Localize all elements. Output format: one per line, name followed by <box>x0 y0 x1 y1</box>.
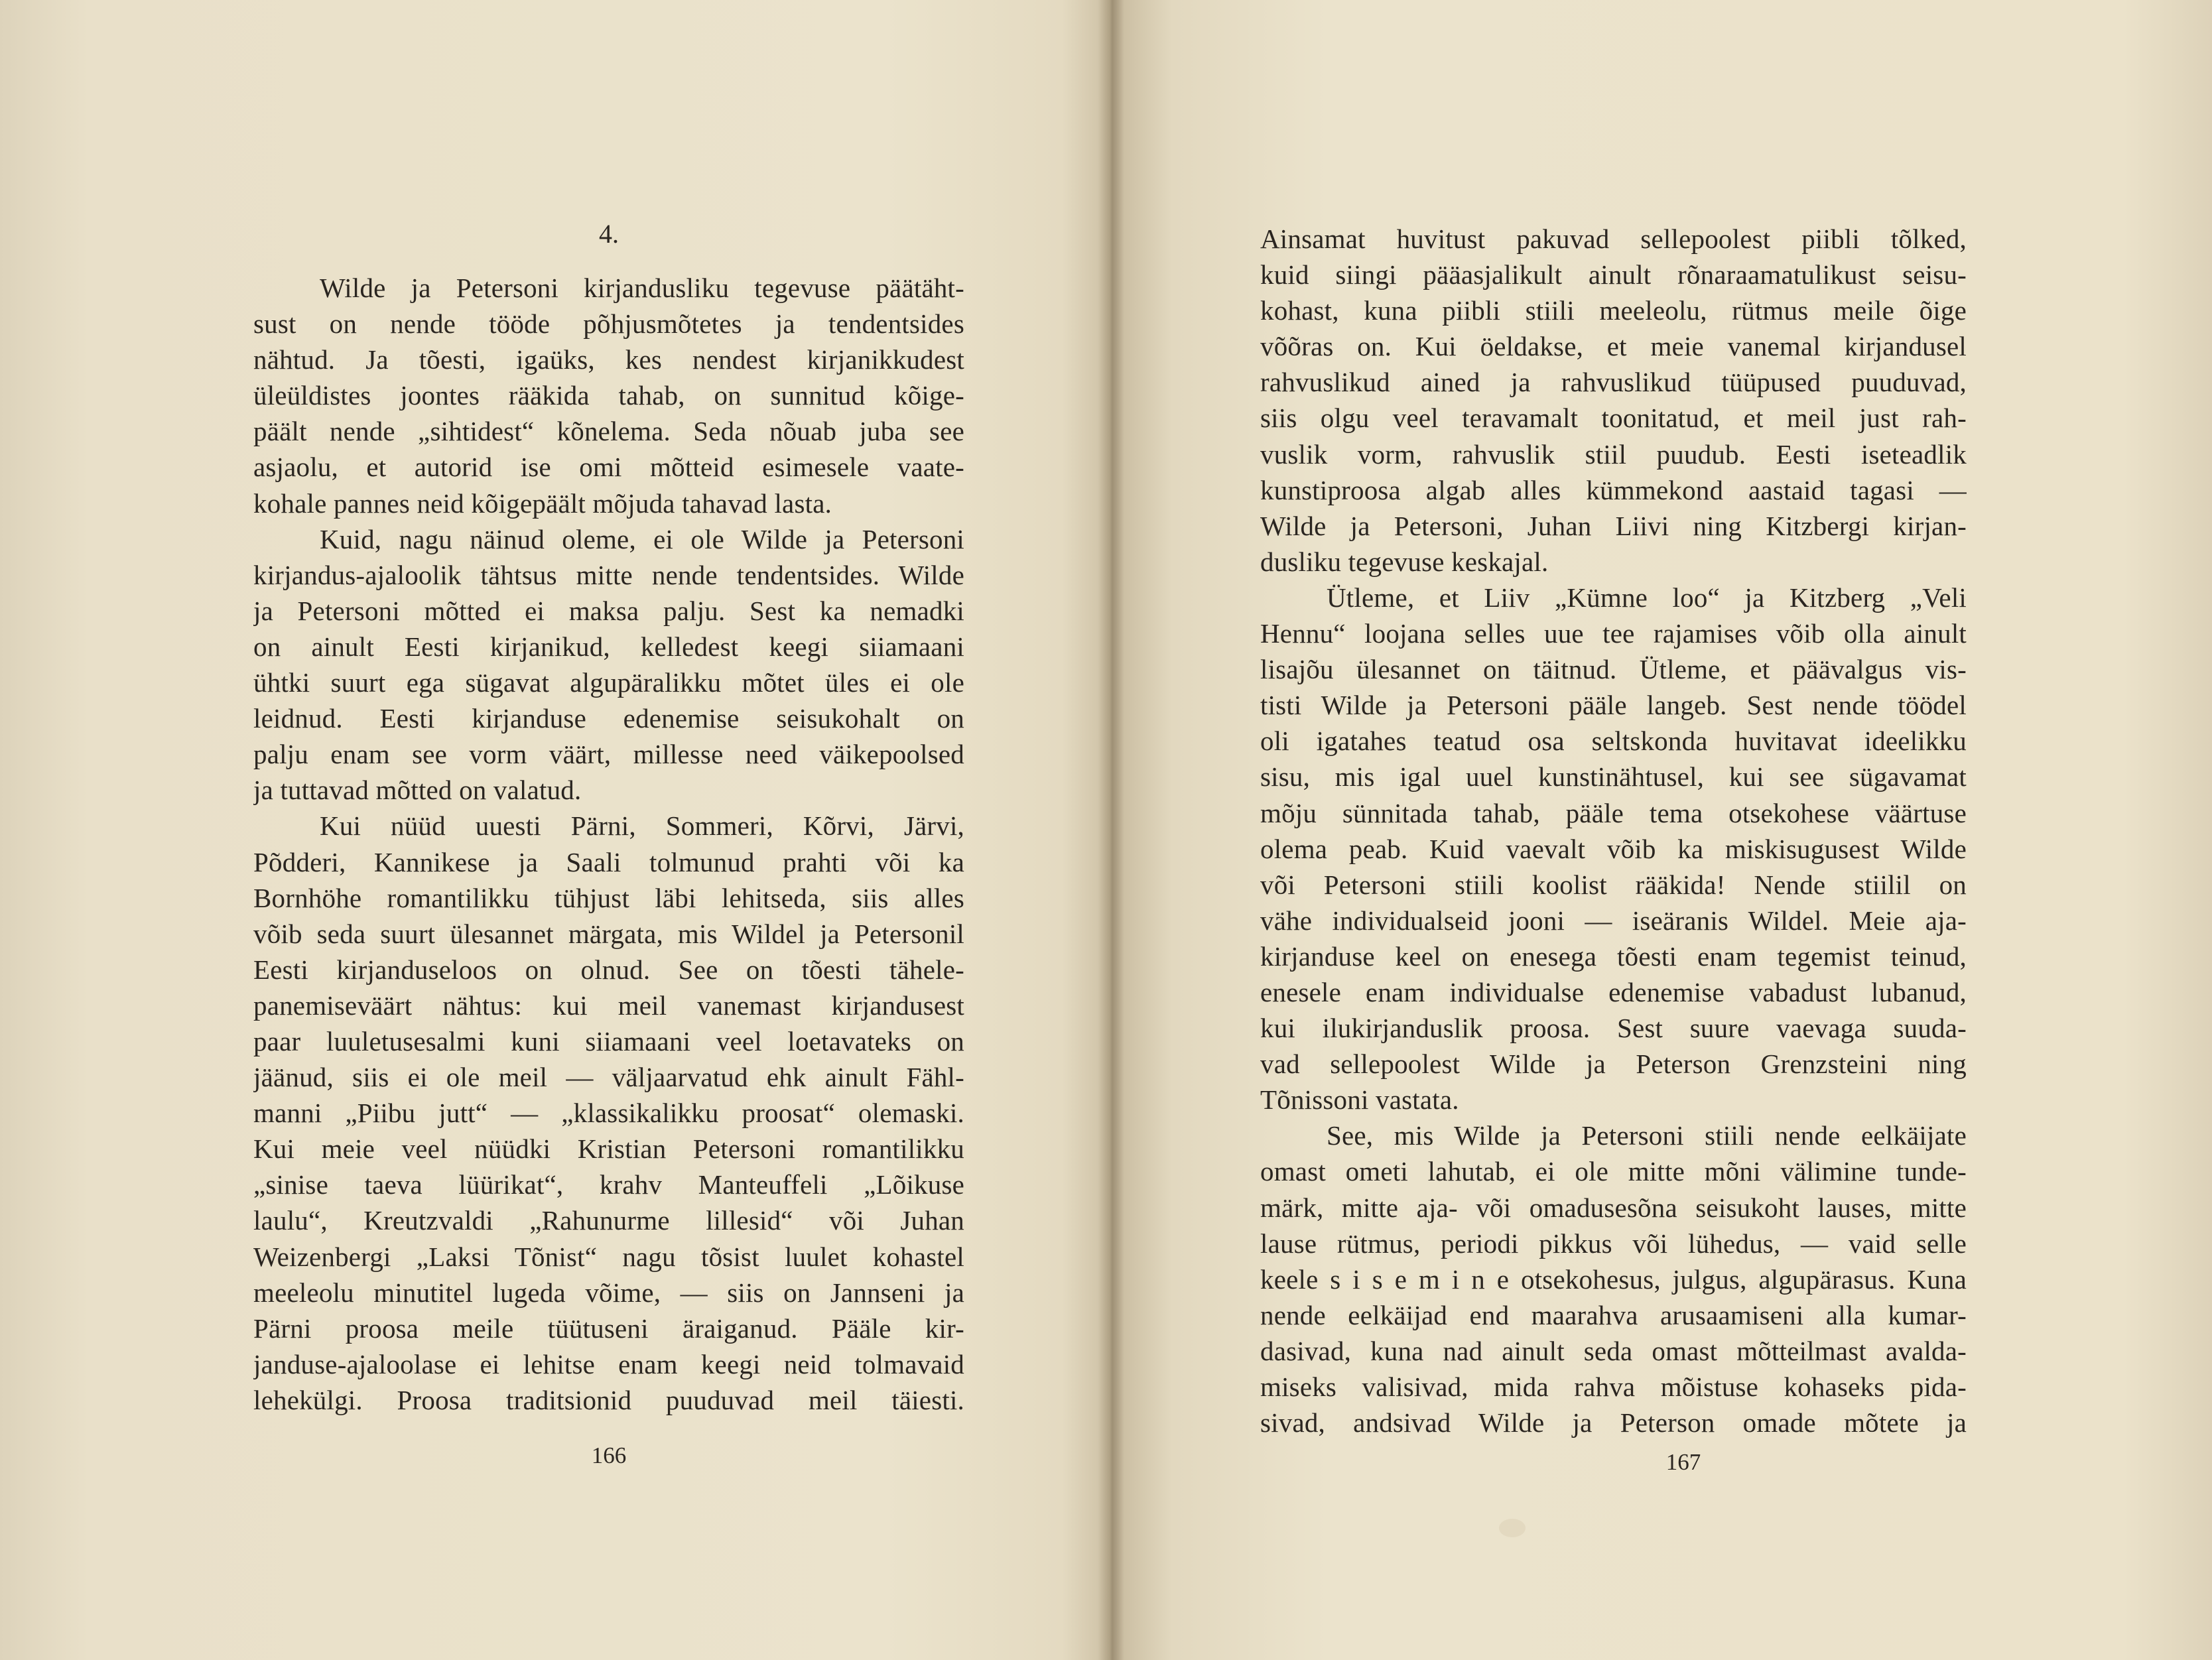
right-page <box>1114 0 2212 1660</box>
text-line: meeleolu minutitel lugeda võime, — siis on Jannseni ja <box>253 1277 964 1308</box>
text-line: asjaolu, et autorid ise omi mõtteid esimesele vaate- <box>253 452 964 483</box>
text-line: panemiseväärt nähtus: kui meil vanemast kirjandusest <box>253 990 964 1021</box>
section-number: 4. <box>599 219 619 249</box>
text-line: Põdderi, Kannikese ja Saali tolmunud prahti või ka <box>253 846 964 877</box>
text-line: oli igatahes teatud osa seltskonda huvitavat ideelikku <box>1260 726 1967 757</box>
text-line: Tõnissoni vastata. <box>1260 1084 1459 1116</box>
text-line: keele s i s e m i n e otsekohesus, julgus, algupärasus. Kuna <box>1260 1263 1967 1295</box>
text-line: nähtud. Ja tõesti, igaüks, kes nendest kirjanikkudest <box>253 344 964 375</box>
text-line: siis olgu veel teravamalt toonitatud, et meil just rah- <box>1260 403 1967 434</box>
text-line: Kui nüüd uuesti Pärni, Sommeri, Kõrvi, Järvi, <box>320 810 964 842</box>
text-line: Weizenbergi „Laksi Tõnist“ nagu tõsist luulet kohastel <box>253 1241 964 1272</box>
text-line: või Petersoni stiili koolist rääkida! Nende stiilil on <box>1260 869 1967 900</box>
text-line: on ainult Eesti kirjanikud, kelledest keegi siiamaani <box>253 631 964 662</box>
text-line: kunstiproosa algab alles kümmekond aastaid tagasi — <box>1260 474 1967 505</box>
text-line: kui ilukirjanduslik proosa. Sest suure vaevaga suuda- <box>1260 1013 1967 1044</box>
text-line: lause rütmus, periodi pikkus või lühedus, — vaid selle <box>1260 1228 1967 1259</box>
text-line: Wilde ja Petersoni kirjandusliku tegevuse päätäht- <box>320 273 964 303</box>
text-line: paar luuletusesalmi kuni siiamaani veel loetavateks on <box>253 1025 964 1056</box>
left-page-number: 166 <box>591 1442 627 1468</box>
text-line: Bornhöhe romantilikku tühjust läbi lehitseda, siis alles <box>253 882 964 913</box>
text-line: tisti Wilde ja Petersoni pääle langeb. Sest nende töödel <box>1260 690 1967 721</box>
text-line: Kuid, nagu näinud oleme, ei ole Wilde ja Petersoni <box>320 523 964 554</box>
right-page-text <box>1260 221 1967 1440</box>
text-line: mõju sünnitada tahab, pääle tema otsekohese väärtuse <box>1260 797 1967 828</box>
left-page <box>0 0 1104 1660</box>
text-line: miseks valisivad, mida rahva mõistuse kohaseks pida- <box>1260 1372 1967 1402</box>
text-line: Kui meie veel nüüdki Kristian Petersoni romantilikku <box>253 1133 964 1165</box>
text-line: ja tuttavad mõtted on valatud. <box>253 775 582 806</box>
text-line: leidnud. Eesti kirjanduse edenemise seisukohalt on <box>253 703 964 734</box>
text-line: dasivad, kuna nad ainult seda omast mõtteilmast avalda- <box>1260 1335 1967 1366</box>
text-line: sust on nende tööde põhjusmõtetes ja tendentsides <box>253 308 964 340</box>
text-line: „sinise taeva lüürikat“, krahv Manteuffeli „Lõikuse <box>253 1169 964 1200</box>
text-line: üleüldistes joontes rääkida tahab, on sunnitud kõige- <box>253 380 964 411</box>
text-line: Hennu“ loojana selles uue tee rajamises võib olla ainult <box>1260 618 1967 649</box>
text-line: kirjanduse keel on enesega tõesti enam tegemist teinud, <box>1260 940 1967 972</box>
text-line: ühtki suurt ega sügavat algupäralikku mõtet üles ei ole <box>253 667 964 698</box>
left-page-text <box>253 270 964 1418</box>
text-line: Ainsamat huvitust pakuvad sellepoolest piibli tõlked, <box>1260 223 1967 254</box>
text-line: palju enam see vorm väärt, millesse need väikepoolsed <box>253 739 964 770</box>
text-line: vähe individualseid jooni — iseäranis Wildel. Meie aja- <box>1260 905 1967 936</box>
text-line: kirjandus-ajaloolik tähtsus mitte nende tendentsides. Wilde <box>253 559 964 590</box>
text-line: lehekülgi. Proosa traditsionid puuduvad meil täiesti. <box>253 1384 964 1415</box>
text-line: Pärni proosa meile tüütuseni äraiganud. Pääle kir- <box>253 1312 964 1344</box>
text-line: janduse-ajaloolase ei lehitse enam keegi neid tolmavaid <box>253 1348 964 1379</box>
text-line: sisu, mis igal uuel kunstinähtusel, kui see sügavamat <box>1260 761 1967 793</box>
text-line: võõras on. Kui öeldakse, et meie vanemal kirjandusel <box>1260 331 1967 362</box>
text-line: Wilde ja Petersoni, Juhan Liivi ning Kitzbergi kirjan- <box>1260 510 1967 541</box>
text-line: omast ometi lahutab, ei ole mitte mõni välimine tunde- <box>1260 1156 1967 1187</box>
text-line: nende eelkäijad end maarahva arusaamiseni alla kumar- <box>1260 1299 1967 1330</box>
text-line: Ütleme, et Liiv „Kümne loo“ ja Kitzberg „Veli <box>1327 582 1967 613</box>
text-line: märk, mitte aja- või omadusesõna seisukoht lauses, mitte <box>1260 1192 1967 1223</box>
text-line: laulu“, Kreutzvaldi „Rahunurme lillesid“ või Juhan <box>253 1205 964 1236</box>
text-line: Eesti kirjanduseloos on olnud. See on tõesti tähele- <box>253 954 964 985</box>
text-line: kohast, kuna piibli stiili meeleolu, rütmus meile õige <box>1260 295 1967 326</box>
right-page-number: 167 <box>1665 1449 1701 1475</box>
text-line: sivad, andsivad Wilde ja Peterson omade mõtete ja <box>1260 1407 1967 1438</box>
text-line: manni „Piibu jutt“ — „klassikalikku proosat“ olemaski. <box>253 1098 964 1129</box>
text-line: ja Petersoni mõtted ei maksa palju. Sest ka nemadki <box>253 595 964 626</box>
text-line: päält nende „sihtidest“ kõnelema. Seda nõuab juba see <box>253 416 964 447</box>
text-line: võib seda suurt ülesannet märgata, mis Wildel ja Petersonil <box>253 918 964 949</box>
text-line: See, mis Wilde ja Petersoni stiili nende eelkäijate <box>1327 1120 1967 1151</box>
text-line: kuid siingi pääasjalikult ainult rõnaraamatulikust seisu- <box>1260 259 1967 290</box>
text-line: enesele enam individualse edenemise vabadust lubanud, <box>1260 976 1967 1007</box>
text-line: vuslik vorm, rahvuslik stiil puudub. Eesti iseteadlik <box>1260 438 1967 470</box>
text-line: olema peab. Kuid vaevalt võib ka miskisugusest Wilde <box>1260 833 1967 864</box>
text-line: vad sellepoolest Wilde ja Peterson Grenzsteini ning <box>1260 1049 1967 1080</box>
text-line: rahvuslikud ained ja rahvuslikud tüüpused puuduvad, <box>1260 367 1967 398</box>
text-line: jäänud, siis ei ole meil — väljaarvatud ehk ainult Fähl- <box>253 1062 964 1093</box>
text-line: kohale pannes neid kõigepäält mõjuda tahavad lasta. <box>253 487 832 519</box>
text-line: dusliku tegevuse keskajal. <box>1260 546 1549 577</box>
text-line: lisajõu ülesannet on täitnud. Ütleme, et päävalgus vis- <box>1260 654 1967 685</box>
